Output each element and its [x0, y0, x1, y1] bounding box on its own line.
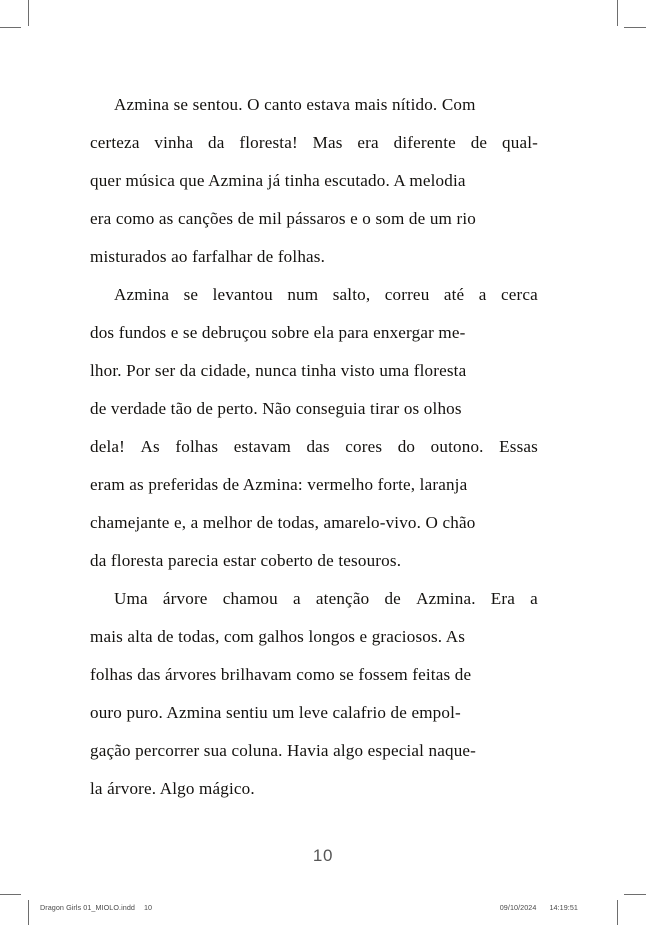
text-line: folhas das árvores brilhavam como se fossem feitas de: [90, 665, 472, 684]
text-line: [90, 276, 538, 314]
text-word: do: [397, 437, 416, 456]
text-line: era como as canções de mil pássaros e o som de um rio: [90, 209, 476, 228]
text-word: atenção: [315, 589, 370, 608]
text-word: árvore: [162, 589, 208, 608]
text-word: salto,: [332, 285, 371, 304]
text-line: da floresta parecia estar coberto de tesouros.: [90, 551, 402, 570]
text-word: diferente: [393, 133, 456, 152]
text-word: Azmina.: [416, 589, 476, 608]
slug-sheet-number: 10: [143, 903, 153, 912]
text-line: [90, 580, 538, 618]
text-word: de: [384, 589, 401, 608]
text-word: Azmina: [114, 285, 170, 304]
text-word: As: [140, 437, 160, 456]
text-line: quer música que Azmina já tinha escutado. A melodia: [90, 171, 466, 190]
text-word: chamou: [222, 589, 278, 608]
text-line: Azmina se sentou. O canto estava mais nítido. Com: [114, 95, 476, 114]
slug-time: 14:19:51: [549, 903, 578, 912]
body-paragraph: [90, 86, 538, 276]
footer-slug: [40, 903, 606, 912]
text-word: dela!: [90, 437, 126, 456]
text-word: floresta!: [239, 133, 298, 152]
body-text-block: [90, 86, 538, 808]
crop-mark-bottom-right-vertical: [617, 900, 618, 925]
text-word: das: [306, 437, 330, 456]
text-word: de: [470, 133, 488, 152]
text-word: a: [530, 589, 538, 608]
text-word: Era: [490, 589, 516, 608]
text-line: dos fundos e se debruçou sobre ela para enxergar me-: [90, 323, 466, 342]
text-line: chamejante e, a melhor de todas, amarelo-vivo. O chão: [90, 513, 476, 532]
slug-right-group: [500, 903, 606, 912]
text-line: misturados ao farfalhar de folhas.: [90, 247, 326, 266]
text-word: a: [293, 589, 301, 608]
text-line: gação percorrer sua coluna. Havia algo especial naque-: [90, 741, 477, 760]
crop-mark-bottom-right-horizontal: [624, 894, 646, 895]
text-word: cores: [345, 437, 383, 456]
text-word: até: [443, 285, 465, 304]
text-line: eram as preferidas de Azmina: vermelho forte, laranja: [90, 475, 468, 494]
body-paragraph: [90, 276, 538, 580]
text-line: mais alta de todas, com galhos longos e graciosos. As: [90, 627, 466, 646]
text-word: Uma: [114, 589, 148, 608]
text-word: num: [287, 285, 319, 304]
text-line: ouro puro. Azmina sentiu um leve calafrio de empol-: [90, 703, 461, 722]
text-word: Mas: [312, 133, 343, 152]
text-word: Essas: [499, 437, 538, 456]
crop-mark-top-left-horizontal: [0, 27, 21, 28]
body-paragraph: [90, 580, 538, 808]
text-word: da: [208, 133, 225, 152]
text-word: certeza: [90, 133, 140, 152]
text-word: folhas: [175, 437, 219, 456]
text-word: correu: [384, 285, 430, 304]
text-word: vinha: [154, 133, 194, 152]
text-word: estavam: [233, 437, 291, 456]
text-line: [90, 428, 538, 466]
text-line: de verdade tão de perto. Não conseguia tirar os olhos: [90, 399, 462, 418]
slug-left-group: [40, 903, 152, 912]
text-line: la árvore. Algo mágico.: [90, 779, 255, 798]
text-word: a: [478, 285, 487, 304]
slug-filename: Dragon Girls 01_MIOLO.indd: [40, 903, 135, 912]
text-line: lhor. Por ser da cidade, nunca tinha visto uma floresta: [90, 361, 467, 380]
text-word: levantou: [212, 285, 273, 304]
text-word: cerca: [500, 285, 538, 304]
text-line: [90, 124, 538, 162]
crop-mark-top-right-vertical: [617, 0, 618, 26]
text-word: era: [357, 133, 379, 152]
text-word: outono.: [430, 437, 484, 456]
crop-mark-bottom-left-horizontal: [0, 894, 21, 895]
text-word: se: [183, 285, 199, 304]
crop-mark-bottom-left-vertical: [28, 900, 29, 925]
crop-mark-top-left-vertical: [28, 0, 29, 26]
crop-mark-top-right-horizontal: [624, 27, 646, 28]
text-word: qual-: [502, 133, 538, 152]
page-number: 10: [312, 846, 334, 865]
slug-date: 09/10/2024: [499, 903, 537, 912]
